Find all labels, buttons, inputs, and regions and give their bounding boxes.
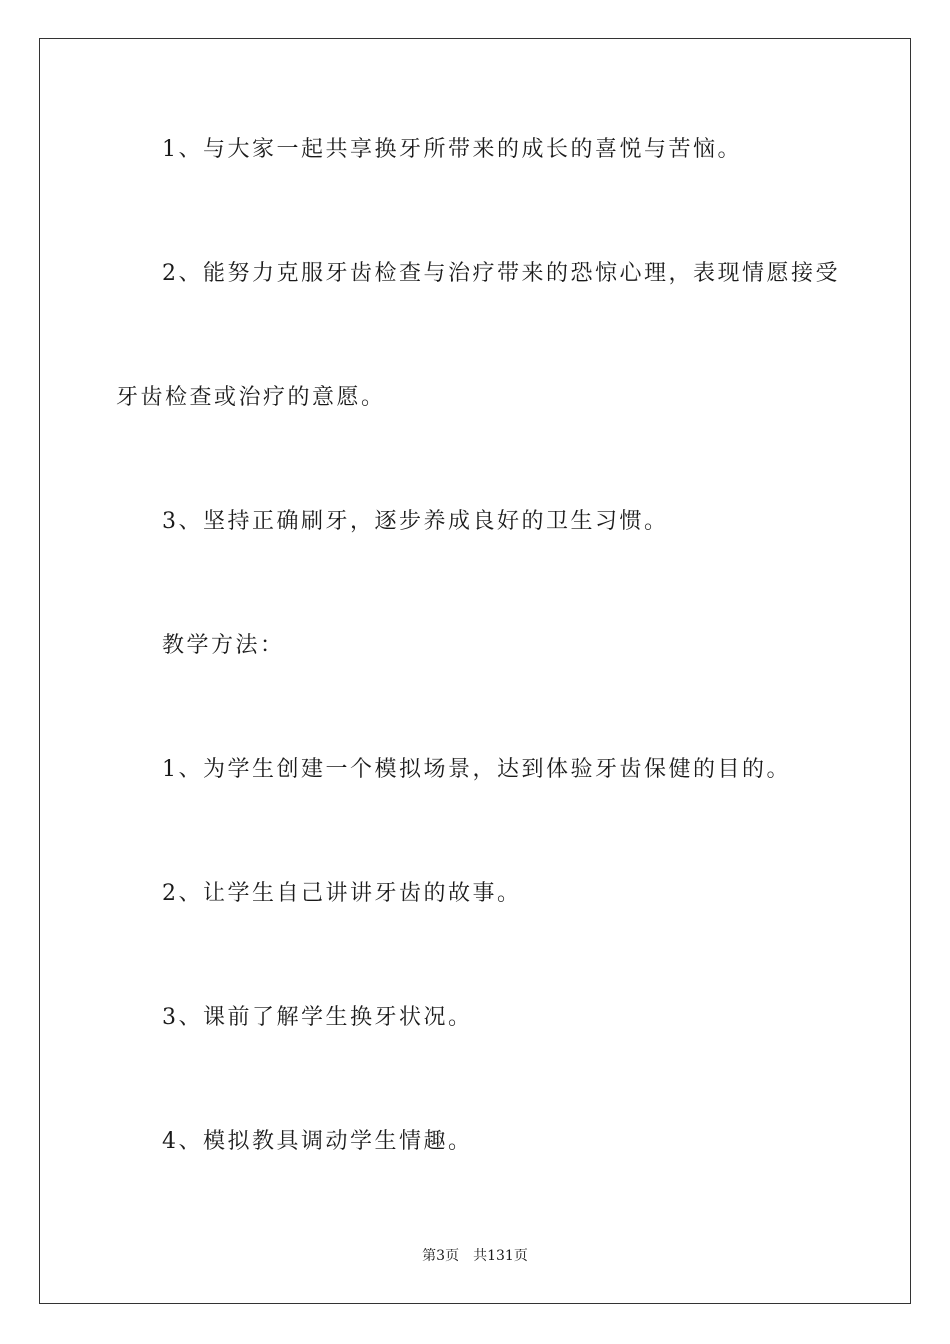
method-3: 3、课前了解学生换牙状况。 (162, 1005, 473, 1030)
objective-2: 2、能努力克服牙齿检查与治疗带来的恐惊心理，表现情愿接受 (162, 261, 840, 286)
page-total: 共131页 (473, 1248, 528, 1264)
page-number: 第3页 (422, 1248, 460, 1264)
teaching-methods-heading: 教学方法： (162, 633, 285, 658)
page-border (39, 38, 911, 1304)
method-2: 2、让学生自己讲讲牙齿的故事。 (162, 881, 522, 906)
objective-3: 3、坚持正确刷牙，逐步养成良好的卫生习惯。 (162, 509, 669, 534)
objective-1: 1、与大家一起共享换牙所带来的成长的喜悦与苦恼。 (162, 137, 742, 162)
page-footer (0, 1246, 950, 1266)
method-4: 4、模拟教具调动学生情趣。 (162, 1129, 473, 1154)
objective-2-continued: 牙齿检查或治疗的意愿。 (116, 385, 386, 410)
method-1: 1、为学生创建一个模拟场景，达到体验牙齿保健的目的。 (162, 757, 791, 782)
